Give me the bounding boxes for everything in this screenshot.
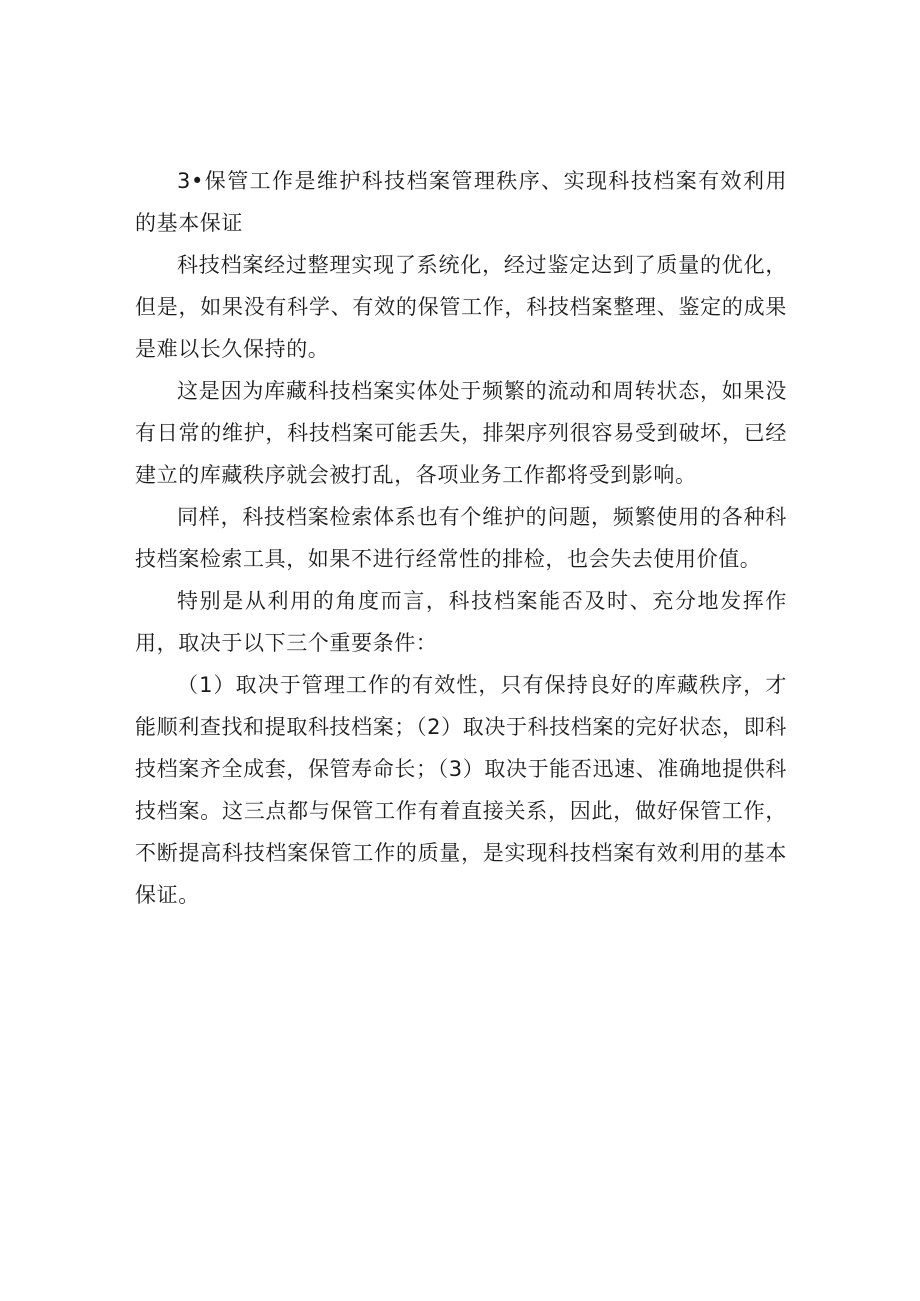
document-body (135, 160, 787, 916)
section-heading: 3•保管工作是维护科技档案管理秩序、实现科技档案有效利用的基本保证 (135, 169, 787, 235)
paragraph-4: 特别是从利用的角度而言，科技档案能否及时、充分地发挥作用，取决于以下三个重要条件： (135, 589, 787, 655)
paragraph-5: （1）取决于管理工作的有效性，只有保持良好的库藏秩序，才能顺利查找和提取科技档案；（2）取决于科技档案的完好状态，即科技档案齐全成套，保管寿命长；（3）取决于能否迅速、准确地提供科技档案。这三点都与保管工作有着直接关系，因此，做好保管工作，不断提高科技档案保管工作的质量，是实现科技档案有效利用的基本保证。 (135, 673, 787, 907)
paragraph-1: 科技档案经过整理实现了系统化，经过鉴定达到了质量的优化，但是，如果没有科学、有效的保管工作，科技档案整理、鉴定的成果是难以长久保持的。 (135, 253, 787, 361)
paragraph-3: 同样，科技档案检索体系也有个维护的问题，频繁使用的各种科技档案检索工具，如果不进行经常性的排检，也会失去使用价值。 (135, 505, 787, 571)
paragraph-2: 这是因为库藏科技档案实体处于频繁的流动和周转状态，如果没有日常的维护，科技档案可能丢失，排架序列很容易受到破坏，已经建立的库藏秩序就会被打乱，各项业务工作都将受到影响。 (135, 379, 787, 487)
